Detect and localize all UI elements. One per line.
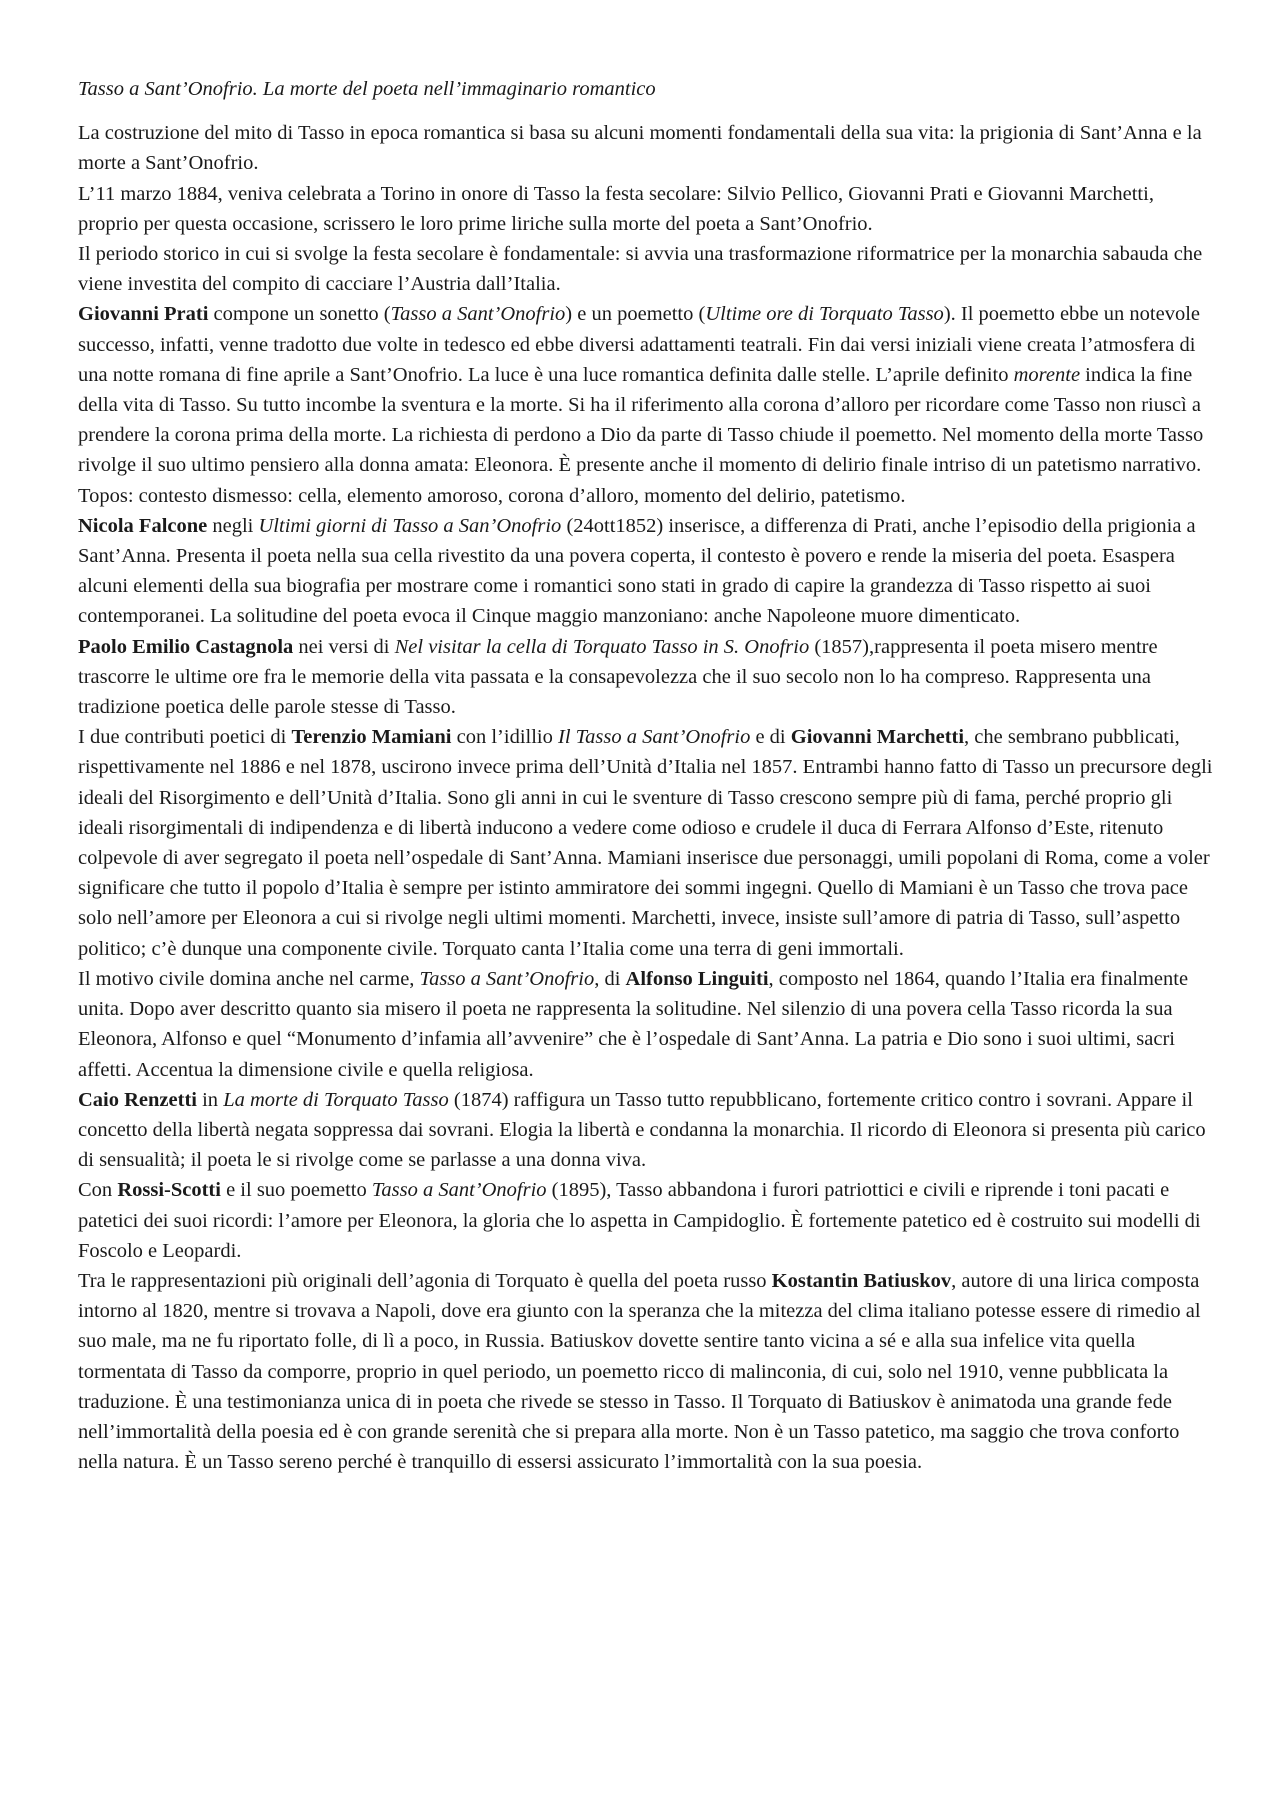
work-title: Tasso a Sant’Onofrio bbox=[390, 303, 566, 326]
work-title: Ultimi giorni di Tasso a San’Onofrio bbox=[258, 514, 562, 537]
document-page bbox=[78, 74, 1218, 1477]
paragraph-text: Con bbox=[78, 1179, 118, 1202]
paragraph-text: (1895), Tasso abbandona i furori patriottici e civili e riprende i toni pacati e patetici dei suoi ricordi: l’amore per Eleonora, la gloria che lo aspetta in Campidoglio. È fortemente patetico ed è costruito sui modelli di Foscolo e Leopardi. bbox=[78, 1179, 1201, 1262]
paragraph-text: (1857),rappresenta il poeta misero mentre trascorre le ultime ore fra le memorie della vita passata e la consapevolezza che il suo secolo non lo ha compreso. Rappresenta una tradizione poetica delle parole stesse di Tasso. bbox=[78, 635, 1158, 719]
work-title: Tasso a Sant’Onofrio bbox=[419, 967, 595, 990]
author-name: Rossi-Scotti bbox=[117, 1179, 221, 1202]
emphasized-word: morente bbox=[1013, 363, 1081, 386]
author-name: Paolo Emilio Castagnola bbox=[78, 635, 294, 658]
paragraph-text: in bbox=[196, 1088, 224, 1111]
paragraph-linguiti bbox=[78, 964, 1218, 1085]
paragraph-text: e di bbox=[750, 726, 791, 749]
paragraph-mamiani-marchetti bbox=[78, 722, 1218, 964]
paragraph-text: (24ott1852) inserisce, a differenza di Prati, anche l’episodio della prigionia a Sant’Anna. Presenta il poeta nella sua cella rivestito da una povera coperta, il contesto è povero e rende la miseria del poeta. Esaspera alcuni elementi della sua biografia per mostrare come i romantici sono stati in grado di capire la grandezza di Tasso rispetto ai suoi contemporanei. La solitudine del poeta evoca il Cinque maggio manzoniano: anche Napoleone muore dimenticato. bbox=[78, 514, 1196, 628]
paragraph-text: compone un sonetto ( bbox=[208, 303, 391, 326]
paragraph-text: , composto nel 1864, quando l’Italia era finalmente unita. Dopo aver descritto quanto sia misero il poeta ne rappresenta la solitudine. Nel silenzio di una povera cella Tasso ricorda la sua Eleonora, Alfonso e quel “Monumento d’infamia all’avvenire” che è l’ospedale di Sant’Anna. La patria e Dio sono i suoi ultimi, sacri affetti. Accentua la dimensione civile e quella religiosa. bbox=[78, 967, 1189, 1081]
paragraph-batiuskov bbox=[78, 1266, 1218, 1477]
author-name: Terenzio Mamiani bbox=[291, 726, 452, 749]
author-name: Giovanni Prati bbox=[78, 303, 209, 326]
document-title: Tasso a Sant’Onofrio. La morte del poeta nell’immaginario romantico bbox=[78, 78, 656, 100]
work-title: Ultime ore di Torquato Tasso bbox=[705, 303, 944, 326]
paragraph-text: ) e un poemetto ( bbox=[565, 303, 706, 326]
paragraph-periodo-storico: Il periodo storico in cui si svolge la festa secolare è fondamentale: si avvia una trasformazione riformatrice per la monarchia sabauda che viene investita del compito di cacciare l’Austria dall’Italia. bbox=[78, 243, 1203, 296]
author-name: Kostantin Batiuskov bbox=[771, 1269, 952, 1292]
paragraph-text: , autore di una lirica composta intorno al 1820, mentre si trovava a Napoli, dove era giunto con la speranza che la mitezza del clima italiano potesse essere di rimedio al suo male, ma ne fu riportato folle, di lì a poco, in Russia. Batiuskov dovette sentire tanto vicina a sé e alla sua infelice vita quella tormentata di Tasso da comporre, proprio in quel periodo, un poemetto ricco di malinconia, di cui, solo nel 1910, venne pubblicata la traduzione. È una testimonianza unica di in poeta che rivede se stesso in Tasso. Il Torquato di Batiuskov è animatoda una grande fede nell’immortalità della poesia ed è con grande serenità che si prepara alla morte. Non è un Tasso patetico, ma saggio che trova conforto nella natura. È un Tasso sereno perché è tranquillo di essersi assicurato l’immortalità con la sua poesia. bbox=[78, 1269, 1201, 1474]
paragraph-prati bbox=[78, 299, 1218, 510]
paragraph-text: ). Il poemetto ebbe un notevole successo, infatti, venne tradotto due volte in tedesco ed ebbe diversi adattamenti teatrali. Fin dai versi iniziali viene creata l’atmosfera di una notte romana di fine aprile a Sant’Onofrio. La luce è una luce romantica definita dalle stelle. L’aprile definito bbox=[78, 303, 1200, 386]
paragraph-falcone bbox=[78, 511, 1218, 632]
paragraph-text: (1874) raffigura un Tasso tutto repubblicano, fortemente critico contro i sovrani. Appare il concetto della libertà negata soppressa dai sovrani. Elogia la libertà e condanna la monarchia. Il ricordo di Eleonora si presenta più carico di sensualità; il poeta le si rivolge come se parlasse a una donna viva. bbox=[78, 1088, 1206, 1172]
author-name: Nicola Falcone bbox=[78, 514, 208, 537]
paragraph-text: negli bbox=[207, 514, 259, 537]
paragraph-text: indica la fine della vita di Tasso. Su tutto incombe la sventura e la morte. Si ha il riferimento alla corona d’alloro per ricordare come Tasso non riuscì a prendere la corona prima della morte. La richiesta di perdono a Dio da parte di Tasso chiude il poemetto. Nel momento della morte Tasso rivolge il suo ultimo pensiero alla donna amata: Eleonora. È presente anche il momento di delirio finale intriso di un patetismo narrativo. Topos: contesto dismesso: cella, elemento amoroso, corona d’alloro, momento del delirio, patetismo. bbox=[78, 363, 1204, 507]
author-name: Giovanni Marchetti bbox=[790, 726, 965, 749]
paragraph-festa-secolare: L’11 marzo 1884, veniva celebrata a Torino in onore di Tasso la festa secolare: Silvio Pellico, Giovanni Prati e Giovanni Marchetti, proprio per questa occasione, scrissero le loro prime liriche sulla morte del poeta a Sant’Onofrio. bbox=[78, 182, 1154, 235]
work-title: Il Tasso a Sant’Onofrio bbox=[558, 726, 751, 749]
paragraph-text: I due contributi poetici di bbox=[78, 726, 292, 749]
paragraph-text: , che sembrano pubblicati, rispettivamente nel 1886 e nel 1878, uscirono invece prima dell’Unità d’Italia nel 1857. Entrambi hanno fatto di Tasso un precursore degli ideali del Risorgimento e dell’Unità d’Italia. Sono gli anni in cui le sventure di Tasso crescono sempre più di fama, perché proprio gli ideali risorgimentali di indipendenza e di libertà inducono a vedere come odioso e crudele il duca di Ferrara Alfonso d’Este, ritenuto colpevole di aver segregato il poeta nell’ospedale di Sant’Anna. Mamiani inserisce due personaggi, umili popolani di Roma, come a voler significare che tutto il popolo d’Italia è sempre per istinto ammiratore dei sommi ingegni. Quello di Mamiani è un Tasso che trova pace solo nell’amore per Eleonora a cui si rivolge negli ultimi momenti. Marchetti, invece, insiste sull’amore di patria di Tasso, sull’aspetto politico; c’è dunque una componente civile. Torquato canta l’Italia come una terra di geni immortali. bbox=[78, 726, 1213, 960]
work-title: Tasso a Sant’Onofrio bbox=[371, 1179, 547, 1202]
paragraph-text: e il suo poemetto bbox=[220, 1179, 372, 1202]
paragraph-intro: La costruzione del mito di Tasso in epoca romantica si basa su alcuni momenti fondamentali della sua vita: la prigionia di Sant’Anna e la morte a Sant’Onofrio. bbox=[78, 122, 1202, 175]
author-name: Caio Renzetti bbox=[78, 1088, 197, 1111]
paragraph-castagnola bbox=[78, 632, 1218, 723]
author-name: Alfonso Linguiti bbox=[625, 967, 769, 990]
paragraph-rossi-scotti bbox=[78, 1175, 1218, 1266]
paragraph-renzetti bbox=[78, 1085, 1218, 1176]
work-title: La morte di Torquato Tasso bbox=[223, 1088, 449, 1111]
paragraph-text: , di bbox=[594, 967, 626, 990]
paragraph-text: nei versi di bbox=[293, 635, 395, 658]
work-title: Nel visitar la cella di Torquato Tasso in S. Onofrio bbox=[394, 635, 810, 658]
paragraph-text: con l’idillio bbox=[451, 726, 558, 749]
paragraph-text: Tra le rappresentazioni più originali dell’agonia di Torquato è quella del poeta russo bbox=[78, 1269, 772, 1292]
paragraph-text: Il motivo civile domina anche nel carme, bbox=[78, 967, 420, 990]
